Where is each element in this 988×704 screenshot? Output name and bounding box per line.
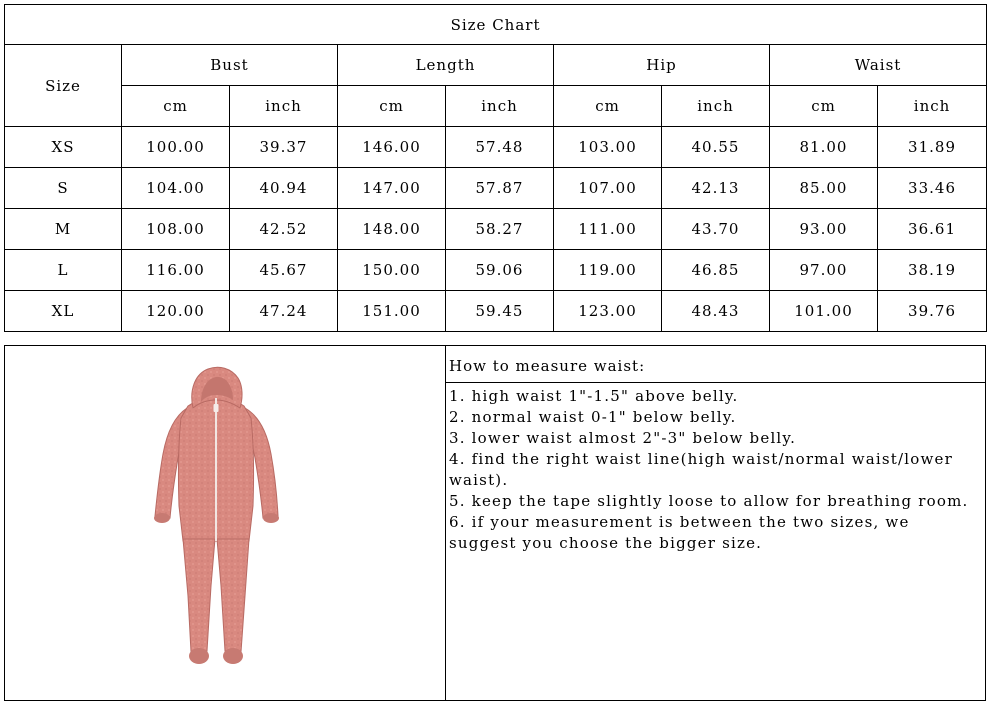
zipper-pull	[214, 404, 219, 412]
bust-cm-cell: 100.00	[122, 127, 230, 168]
right-leg	[217, 539, 249, 652]
length-cm-cell: 151.00	[338, 291, 446, 332]
length-inch-cell: 58.27	[446, 209, 554, 250]
right-ankle-cuff	[223, 648, 243, 664]
table-row	[5, 291, 987, 332]
measure-guide-box	[4, 345, 986, 701]
unit-header-cm: cm	[554, 86, 662, 127]
unit-header-inch: inch	[446, 86, 554, 127]
size-label: S	[5, 168, 122, 209]
list-item: 4. find the right waist line(high waist/normal waist/lower waist).	[449, 450, 953, 489]
hip-group-header: Hip	[554, 45, 770, 86]
left-leg	[183, 539, 215, 652]
unit-header-cm: cm	[338, 86, 446, 127]
hip-cm-cell: 123.00	[554, 291, 662, 332]
length-group-header: Length	[338, 45, 554, 86]
hip-inch-cell: 43.70	[662, 209, 770, 250]
length-cm-cell: 150.00	[338, 250, 446, 291]
table-unit-header-row	[5, 86, 987, 127]
table-title-row	[5, 5, 987, 45]
bust-inch-cell: 45.67	[230, 250, 338, 291]
hip-cm-cell: 111.00	[554, 209, 662, 250]
waist-cm-cell: 97.00	[770, 250, 878, 291]
length-inch-cell: 59.06	[446, 250, 554, 291]
right-cuff	[263, 513, 279, 523]
unit-header-cm: cm	[122, 86, 230, 127]
waist-inch-cell: 33.46	[878, 168, 987, 209]
unit-header-inch: inch	[878, 86, 987, 127]
list-item: 2. normal waist 0-1" below belly.	[449, 408, 737, 426]
list-item: 6. if your measurement is between the two sizes, we suggest you choose the bigger size.	[449, 513, 910, 552]
measure-instructions-panel	[446, 346, 985, 700]
waist-group-header: Waist	[770, 45, 987, 86]
hip-cm-cell: 107.00	[554, 168, 662, 209]
hip-inch-cell: 40.55	[662, 127, 770, 168]
unit-header-inch: inch	[662, 86, 770, 127]
onesie-jumpsuit-image	[5, 346, 445, 700]
length-inch-cell: 59.45	[446, 291, 554, 332]
size-label: L	[5, 250, 122, 291]
size-label: XL	[5, 291, 122, 332]
table-row	[5, 168, 987, 209]
bust-cm-cell: 116.00	[122, 250, 230, 291]
waist-inch-cell: 36.61	[878, 209, 987, 250]
length-inch-cell: 57.87	[446, 168, 554, 209]
unit-header-cm: cm	[770, 86, 878, 127]
bust-cm-cell: 104.00	[122, 168, 230, 209]
hip-inch-cell: 48.43	[662, 291, 770, 332]
left-ankle-cuff	[189, 648, 209, 664]
list-item: 1. high waist 1"-1.5" above belly.	[449, 387, 739, 405]
waist-cm-cell: 93.00	[770, 209, 878, 250]
length-cm-cell: 148.00	[338, 209, 446, 250]
table-row	[5, 209, 987, 250]
unit-header-inch: inch	[230, 86, 338, 127]
hip-inch-cell: 46.85	[662, 250, 770, 291]
bust-cm-cell: 120.00	[122, 291, 230, 332]
table-row	[5, 127, 987, 168]
waist-inch-cell: 31.89	[878, 127, 987, 168]
bust-inch-cell: 40.94	[230, 168, 338, 209]
length-inch-cell: 57.48	[446, 127, 554, 168]
measure-instructions-list	[449, 386, 979, 554]
list-item: 3. lower waist almost 2"-3" below belly.	[449, 429, 797, 447]
bust-group-header: Bust	[122, 45, 338, 86]
hip-cm-cell: 103.00	[554, 127, 662, 168]
waist-cm-cell: 81.00	[770, 127, 878, 168]
size-label: XS	[5, 127, 122, 168]
waist-inch-cell: 38.19	[878, 250, 987, 291]
bust-cm-cell: 108.00	[122, 209, 230, 250]
table-row	[5, 250, 987, 291]
waist-cm-cell: 101.00	[770, 291, 878, 332]
measure-heading: How to measure waist:	[446, 346, 985, 383]
list-item: 5. keep the tape slightly loose to allow for breathing room.	[449, 492, 969, 510]
table-group-header-row	[5, 45, 987, 86]
bust-inch-cell: 39.37	[230, 127, 338, 168]
product-image-panel	[5, 346, 446, 700]
size-label: M	[5, 209, 122, 250]
bust-inch-cell: 42.52	[230, 209, 338, 250]
length-cm-cell: 147.00	[338, 168, 446, 209]
hip-inch-cell: 42.13	[662, 168, 770, 209]
waist-inch-cell: 39.76	[878, 291, 987, 332]
waist-cm-cell: 85.00	[770, 168, 878, 209]
size-chart-title: Size Chart	[5, 5, 987, 45]
size-chart-table	[4, 4, 987, 332]
bust-inch-cell: 47.24	[230, 291, 338, 332]
left-cuff	[154, 513, 170, 523]
size-column-header: Size	[5, 45, 122, 127]
length-cm-cell: 146.00	[338, 127, 446, 168]
hip-cm-cell: 119.00	[554, 250, 662, 291]
